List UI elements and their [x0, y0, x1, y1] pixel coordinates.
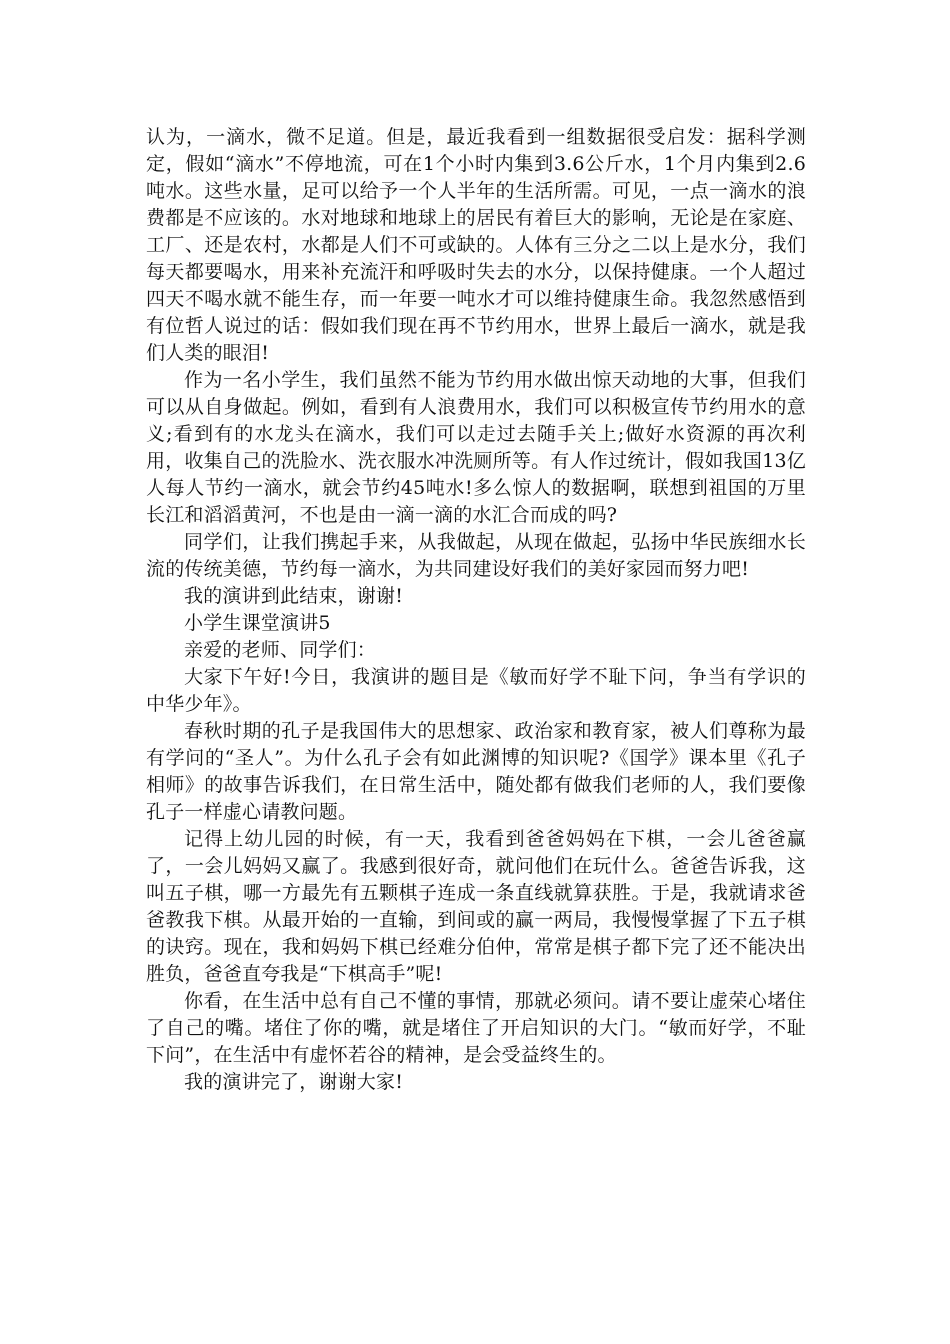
- paragraph-9: 记得上幼儿园的时候，有一天，我看到爸爸妈妈在下棋，一会儿爸爸赢了，一会儿妈妈又赢了。我感到很好奇，就问他们在玩什么。爸爸告诉我，这叫五子棋，哪一方最先有五颗棋子连成一条直线就算获胜。于是，我就请求爸爸教我下棋。从最开始的一直输，到间或的赢一两局，我慢慢掌握了下五子棋的诀窍。现在，我和妈妈下棋已经难分伯仲，常常是棋子都下完了还不能决出胜负，爸爸直夸我是“下棋高手”呢!: [146, 828, 806, 985]
- paragraph-7: 大家下午好!今日，我演讲的题目是《敏而好学不耻下问，争当有学识的中华少年》。: [146, 666, 806, 715]
- paragraph-11: 我的演讲完了，谢谢大家!: [184, 1071, 404, 1093]
- paragraph-4: 我的演讲到此结束，谢谢!: [184, 585, 404, 607]
- section-title: 小学生课堂演讲5: [184, 612, 331, 634]
- paragraph-10: 你看，在生活中总有自己不懂的事情，那就必须问。请不要让虚荣心堵住了自己的嘴。堵住了你的嘴，就是堵住了开启知识的大门。“敏而好学，不耻下问”，在生活中有虚怀若谷的精神，是会受益终生的。: [146, 990, 806, 1066]
- paragraph-3: 同学们，让我们携起手来，从我做起，从现在做起，弘扬中华民族细水长流的传统美德，节约每一滴水，为共同建设好我们的美好家园而努力吧!: [146, 531, 806, 580]
- document-body: [146, 124, 806, 1096]
- paragraph-1: 认为，一滴水，微不足道。但是，最近我看到一组数据很受启发：据科学测定，假如“滴水”不停地流，可在1个小时内集到3.6公斤水，1个月内集到2.6吨水。这些水量，足可以给予一个人半年的生活所需。可见，一点一滴水的浪费都是不应该的。水对地球和地球上的居民有着巨大的影响，无论是在家庭、工厂、还是农村，水都是人们不可或缺的。人体有三分之二以上是水分，我们每天都要喝水，用来补充流汗和呼吸时失去的水分，以保持健康。一个人超过四天不喝水就不能生存，而一年要一吨水才可以维持健康生命。我忽然感悟到有位哲人说过的话：假如我们现在再不节约用水，世界上最后一滴水，就是我们人类的眼泪!: [146, 126, 806, 364]
- paragraph-2: 作为一名小学生，我们虽然不能为节约用水做出惊天动地的大事，但我们可以从自身做起。例如，看到有人浪费用水，我们可以积极宣传节约用水的意义;看到有的水龙头在滴水，我们可以走过去随手关上;做好水资源的再次利用，收集自己的洗脸水、洗衣服水冲洗厕所等。有人作过统计，假如我国13亿人每人节约一滴水，就会节约45吨水!多么惊人的数据啊，联想到祖国的万里长江和滔滔黄河，不也是由一滴一滴的水汇合而成的吗?: [146, 369, 806, 526]
- salutation: 亲爱的老师、同学们：: [184, 639, 377, 661]
- paragraph-8: 春秋时期的孔子是我国伟大的思想家、政治家和教育家，被人们尊称为最有学问的“圣人”。为什么孔子会有如此渊博的知识呢?《国学》课本里《孔子相师》的故事告诉我们，在日常生活中，随处都有做我们老师的人，我们要像孔子一样虚心请教问题。: [146, 720, 806, 823]
